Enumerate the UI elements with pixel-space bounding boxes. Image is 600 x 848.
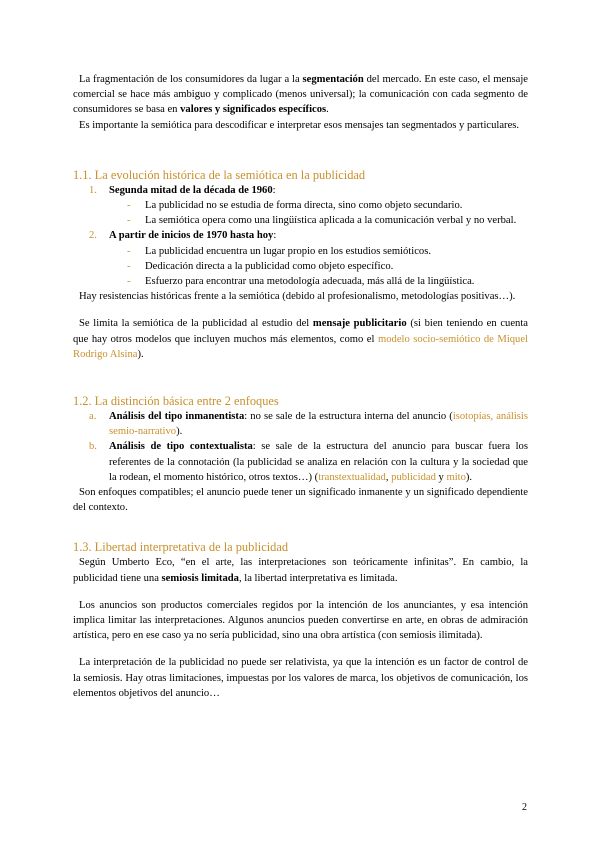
- section-heading-freedom: 1.3. Libertad interpretativa de la publicidad: [73, 540, 289, 555]
- term-mensaje-publicitario: mensaje publicitario: [312, 318, 407, 330]
- page-number: 2: [522, 802, 527, 813]
- term-semiosis-limitada: semiosis limitada: [161, 572, 239, 584]
- list-marker: b.: [89, 441, 97, 453]
- period-title: A partir de inicios de 1970 hasta hoy: [109, 230, 274, 242]
- term-segmentacion: segmentación: [302, 74, 364, 85]
- approach-title: Análisis de tipo contextualista: [109, 441, 253, 453]
- list-marker: 1.: [89, 184, 97, 196]
- paragraph-compatible: Son enfoques compatibles; el anuncio puede tener un significado inmanente y un significado dependiente del contexto.: [73, 487, 528, 514]
- list-item: 2. A partir de inicios de 1970 hasta hoy: - La publicidad encuentra un lugar propio en los estudios semióticos. - Dedicación directa a la publicidad como objeto específico. - Esfuerzo para encontrar una metodología adecuada, más allá de la lingüística.: [73, 228, 528, 289]
- intro-paragraph-segmentation: La fragmentación de los consumidores da lugar a la segmentación del mercado. En este caso, el mensaje comercial se hace más ambiguo y complicado (menos universal); la comunicación con cada segmento de consumidores se basa en valores y significados específicos.: [73, 74, 528, 116]
- list-item: a. Análisis del tipo inmanentista: no se sale de la estructura interna del anuncio (isotopías, análisis semio-narrativo).: [89, 411, 528, 438]
- evolution-list: [73, 183, 528, 289]
- link-isotopias[interactable]: isotopías, análisis semio-narrativo: [109, 411, 528, 438]
- section-heading-evolution: 1.1. La evolución histórica de la semiótica en la publicidad: [73, 167, 366, 182]
- list-item: - La publicidad no se estudia de forma directa, sino como objeto secundario.: [127, 200, 463, 212]
- list-item: - Esfuerzo para encontrar una metodología adecuada, más allá de la lingüística.: [127, 276, 475, 288]
- bullet-list: [109, 198, 528, 228]
- intro-paragraph-importance: Es importante la semiótica para descodificar e interpretar esos mensajes tan segmentados y particulares.: [79, 119, 520, 131]
- link-modelo-socio-semiotico[interactable]: modelo socio-semiótico de Miquel Rodrigo Alsina: [73, 333, 529, 360]
- list-marker: 2.: [89, 230, 97, 242]
- list-item: - La semiótica opera como una lingüística aplicada a la comunicación verbal y no verbal.: [127, 215, 517, 227]
- approach-title: Análisis del tipo inmanentista: [109, 411, 245, 423]
- paragraph-interpretation: La interpretación de la publicidad no puede ser relativista, ya que la intención es un factor de control de la semiosis. Hay otras limitaciones, impuestas por los valores de marca, los objetivos de comunicación, los elementos objetivos del anuncio…: [73, 657, 528, 699]
- link-transtextualidad[interactable]: transtextualidad: [318, 471, 386, 483]
- link-publicidad[interactable]: publicidad: [391, 471, 436, 483]
- bullet-list: [109, 244, 528, 290]
- list-item: 1. Segunda mitad de la década de 1960: - La publicidad no se estudia de forma directa, sino como objeto secundario. - La semiótica opera como una lingüística aplicada a la comunicación verbal y no verbal.: [73, 183, 528, 229]
- document-page: [73, 72, 528, 701]
- paragraph-limit: Se limita la semiótica de la publicidad al estudio del mensaje publicitario (si bien teniendo en cuenta que hay otros modelos que incluyen muchos más elementos, como el modelo socio-semiótico de Miquel Rodrigo Alsina).: [73, 318, 529, 360]
- list-item: - Dedicación directa a la publicidad como objeto específico.: [127, 260, 394, 272]
- paragraph-commercial: Los anuncios son productos comerciales regidos por la intención de los anunciantes, y esa intención implica limitar las interpretaciones. Algunos anuncios pueden convertirse en arte, en obras de admiración artística, pero en ese caso ya no sería publicidad, sino una obra artística (con semiosis ilimitada).: [73, 599, 528, 642]
- list-marker: a.: [89, 411, 97, 423]
- section-heading-approaches: 1.2. La distinción básica entre 2 enfoques: [73, 394, 279, 409]
- list-item: b. Análisis de tipo contextualista: se sale de la estructura del anuncio para buscar fuera los referentes de la connotación (la publicidad se analiza en relación con la cultura y la sociedad que la rodean, el momento histórico, otros textos…) (transtextualidad, publicidad y mito).: [89, 441, 528, 483]
- period-title: Segunda mitad de la década de 1960: [109, 184, 273, 196]
- list-item: - La publicidad encuentra un lugar propio en los estudios semióticos.: [127, 245, 431, 257]
- paragraph-eco: Según Umberto Eco, “en el arte, las interpretaciones son teóricamente infinitas”. En cambio, la publicidad tiene una semiosis limitada, la libertad interpretativa es limitada.: [73, 557, 528, 584]
- paragraph-resistances: Hay resistencias históricas frente a la semiótica (debido al profesionalismo, metodologías positivas…).: [79, 291, 516, 303]
- approaches-list: [73, 409, 528, 485]
- link-mito[interactable]: mito: [446, 471, 466, 483]
- term-valores: valores y significados específicos: [180, 104, 327, 116]
